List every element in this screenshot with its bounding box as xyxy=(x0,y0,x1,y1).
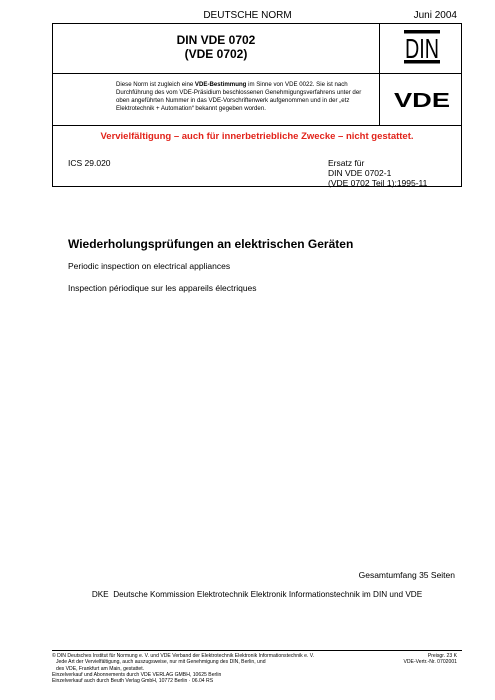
order-number: VDE-Vertr.-Nr. 0702001 xyxy=(403,659,457,666)
copyright-notice xyxy=(52,653,382,684)
vde-logo-text: VDE xyxy=(394,90,450,112)
standard-number-alt: (VDE 0702) xyxy=(184,47,248,61)
copyright-line: Jede Art der Vervielfältigung, auch auszugsweise, nur mit Genehmigung des DIN, Berlin, und xyxy=(56,659,266,666)
din-logo xyxy=(380,23,462,74)
vde-notice-pre: Diese Norm ist zugleich eine xyxy=(116,81,195,88)
title-french: Inspection périodique sur les appareils électriques xyxy=(68,283,257,293)
vde-notice-bold: VDE-Bestimmung xyxy=(194,81,247,88)
price-group: Preisgr. 23 K xyxy=(427,653,457,659)
replaces-line: DIN VDE 0702-1 xyxy=(328,168,392,178)
din-logo-text: DIN xyxy=(405,33,439,64)
din-logo-cell xyxy=(380,23,462,74)
vde-logo-cell xyxy=(380,74,462,126)
copyright-line: Einzelverkauf und Abonnements durch VDE VERLAG GMBH, 10625 Berlin xyxy=(52,671,222,678)
copyright-line: Einzelverkauf auch durch Beuth Verlag GmbH, 10772 Berlin · 06.04 RS xyxy=(52,678,214,685)
reproduction-warning: Vervielfältigung – auch für innerbetriebliche Zwecke – nicht gestattet. xyxy=(100,131,414,142)
vde-notice xyxy=(116,81,376,113)
standard-number xyxy=(52,33,380,61)
ics-code: ICS 29.020 xyxy=(68,158,111,168)
vde-logo xyxy=(380,74,462,126)
title-english: Periodic inspection on electrical appliances xyxy=(68,261,231,271)
price-info xyxy=(403,653,457,666)
dke-line: DKE Deutsche Kommission Elektrotechnik Elektronik Informationstechnik im DIN und VDE xyxy=(91,590,423,599)
vde-notice-post: im Sinne von VDE 0022. Sie ist nach Durchführung des vom VDE-Präsidium beschlossenen Genehmigungsverfahrens unter der oben angeführten Nummer in das VDE-Vorschriftenwerk aufgenommen und in der „etz Elektrotechnik + Automation“ bekannt gegeben worden. xyxy=(116,81,362,112)
total-pages: Gesamtumfang 35 Seiten xyxy=(358,570,455,580)
header-title: DEUTSCHE NORM xyxy=(203,10,292,21)
copyright-line: des VDE, Frankfurt am Main, gestattet. xyxy=(56,665,145,672)
standard-number-main: DIN VDE 0702 xyxy=(176,33,256,47)
replaces-block xyxy=(328,158,427,188)
replaces-line: Ersatz für xyxy=(328,158,365,168)
replaces-line: (VDE 0702 Teil 1):1995-11 xyxy=(328,178,428,188)
title-german: Wiederholungsprüfungen an elektrischen Geräten xyxy=(68,237,354,251)
footer-divider xyxy=(52,650,462,651)
header-date: Juni 2004 xyxy=(413,10,457,21)
copyright-line: © DIN Deutsches Institut für Normung e. V. und VDE Verband der Elektrotechnik Elektronik Informationstechnik e. V. xyxy=(52,653,315,659)
